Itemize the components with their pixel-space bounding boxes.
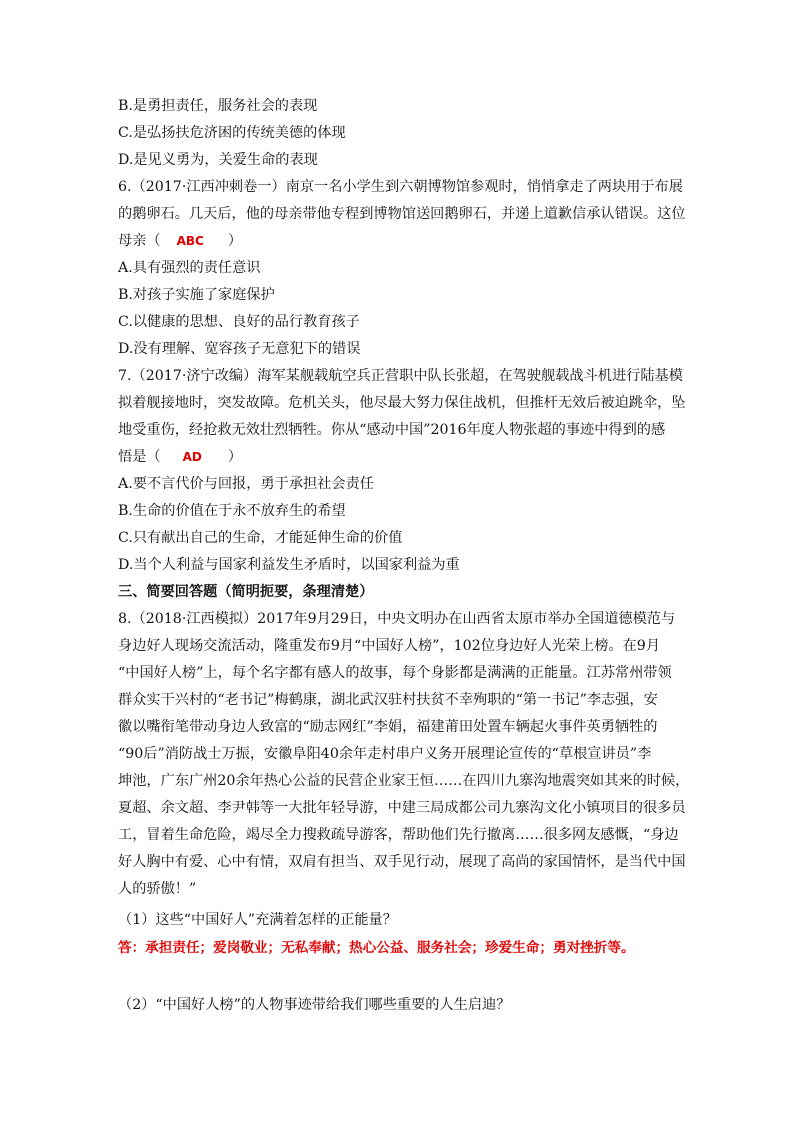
question-7-line-2: 拟着舰接地时，突发故障。危机关头，他尽最大努力保住战机，但推杆无效后被迫跳伞，坠 [118,395,686,411]
question-8-line-4: 群众实干兴村的“老书记”梅鹤康，湖北武汉驻村扶贫不幸殉职的“第一书记”李志强，安 [118,692,658,708]
question-7-line-4 [118,448,678,466]
sub-question-1-answer: 答：承担责任；爱岗敬业；无私奉献；热心公益、服务社会；珍爱生命；勇对挫折等。 [118,940,635,956]
section-heading: 三、简要回答题（简明扼要，条理清楚） [118,584,374,600]
question-8-line-7: 坤池，广东广州20余年热心公益的民营企业家王恒……在四川九寨沟地震突如其来的时候， [118,773,690,789]
question-7-line-1: 7.（2017·济宁改编）海军某舰载航空兵正营职中队长张超，在驾驶舰载战斗机进行陆基模 [118,368,683,384]
option-6c-prev: C.是弘扬扶危济困的传统美德的体现 [118,125,346,141]
question-8-line-9: 工，冒着生命危险，竭尽全力搜救疏导游客，帮助他们先行撤离……很多网友感慨，“身边 [118,827,679,843]
question-6-option-a: A.具有强烈的责任意识 [118,260,261,276]
question-6-option-b: B.对孩子实施了家庭保护 [118,287,275,303]
question-8-line-3: “中国好人榜”上，每个名字都有感人的故事，每个身影都是满满的正能量。江苏常州带领 [118,665,672,681]
option-6d-prev: D.是见义勇为，关爱生命的表现 [118,152,318,168]
question-8-line-1: 8.（2018·江西模拟）2017年9月29日，中央文明办在山西省太原市举办全国道德模范与 [118,611,676,627]
question-8-line-5: 徽以嘴衔笔带动身边人致富的“励志网红”李娟，福建莆田处置车辆起火事件英勇牺牲的 [118,719,658,735]
question-7-line-3: 地受重伤，经抢救无效壮烈牺牲。你从“感动中国”2016年度人物张超的事迹中得到的感 [118,422,666,438]
question-6-line-3 [118,232,678,250]
question-6-option-c: C.以健康的思想、良好的品行教育孩子 [118,314,360,330]
question-6-stem-end: 母亲（ [118,233,161,249]
sub-question-1: （1）这些“中国好人”充满着怎样的正能量？ [118,912,397,928]
question-6-paren-close: ） [227,233,243,249]
question-8-line-8: 夏超、余文超、李尹韩等一大批年轻导游，中建三局成都公司九寨沟文化小镇项目的很多员 [118,800,686,816]
question-8-line-11: 人的骄傲！” [118,881,197,897]
question-6-line-1: 6.（2017·江西冲刺卷一）南京一名小学生到六朝博物馆参观时，悄悄拿走了两块用于布展 [118,179,683,195]
question-7-option-b: B.生命的价值在于永不放弃生的希望 [118,503,346,519]
question-7-option-a: A.要不言代价与回报，勇于承担社会责任 [118,476,374,492]
question-7-paren-close: ） [227,449,243,465]
sub-question-2: （2）“中国好人榜”的人物事迹带给我们哪些重要的人生启迪？ [118,997,511,1013]
question-7-stem-end: 悟是（ [118,449,161,465]
question-6-answer: ABC [176,234,204,248]
option-6b-prev: B.是勇担责任，服务社会的表现 [118,98,318,114]
question-7-option-d: D.当个人利益与国家利益发生矛盾时，以国家利益为重 [118,557,460,573]
question-8-line-2: 身边好人现场交流活动，隆重发布9月“中国好人榜”，102位身边好人光荣上榜。在9月 [118,638,661,654]
question-7-answer: AD [182,450,202,464]
question-8-line-6: “90后”消防战士万振，安徽阜阳40余年走村串户义务开展理论宣传的“草根宣讲员”李 [118,746,652,762]
question-7-option-c: C.只有献出自己的生命，才能延伸生命的价值 [118,530,403,546]
question-8-line-10: 好人胸中有爱、心中有情，双肩有担当、双手见行动，展现了高尚的家国情怀，是当代中国 [118,854,686,870]
question-6-option-d: D.没有理解、宽容孩子无意犯下的错误 [118,341,361,357]
question-6-line-2: 的鹅卵石。几天后，他的母亲带他专程到博物馆送回鹅卵石，并递上道歉信承认错误。这位 [118,206,686,222]
